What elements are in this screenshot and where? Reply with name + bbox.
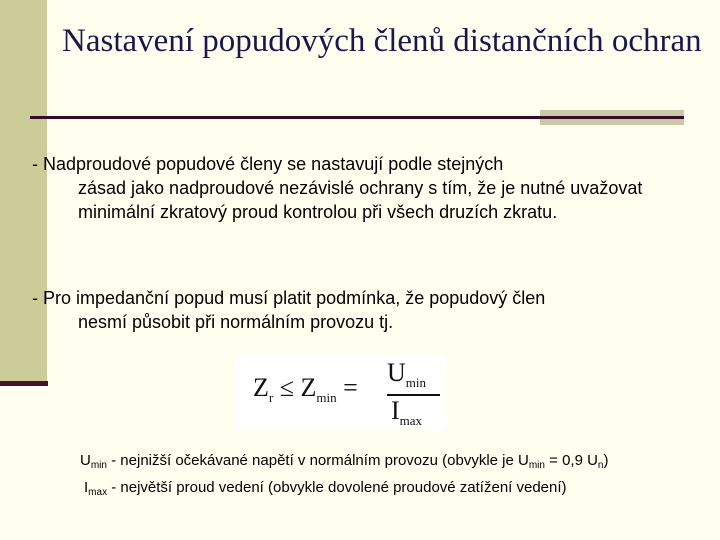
title-underline-accent [540,110,684,125]
paragraph-overcurrent-continuation: zásad jako nadproudové nezávislé ochrany s tím, že je nutné uvažovat minimální zkratový proud kontrolou při všech druzích zkratu. [78,178,643,222]
note-imax-text: - největší proud vedení (obvykle dovolené proudové zatížení vedení) [107,479,567,496]
note-umin-symbol-sub: min [90,460,107,471]
formula-zmin-symbol: Z [300,373,317,402]
paragraph-impedance [32,286,712,334]
formula-u-subscript: min [405,375,427,390]
formula-denominator [391,396,422,429]
paragraph-impedance-continuation: nesmí působit při normálním provozu tj. [78,312,394,332]
paragraph-impedance-first-line: - Pro impedanční popud musí platit podmínka, že popudový člen [32,288,546,308]
note-umin-symbol: U [80,452,91,469]
impedance-condition-formula [235,356,446,430]
note-umin-close: ) [603,452,609,469]
title-underline [30,116,540,119]
formula-z-symbol: Z [253,373,269,402]
side-bar-divider [0,381,48,386]
note-umin-tail-sub: n [597,460,604,471]
formula-equals: = [343,373,358,402]
note-imax-symbol: I [84,479,89,496]
note-umin-tail: = 0,9 U [544,452,598,469]
formula-relation: ≤ [279,373,295,402]
note-umin-text: - nejnižší očekávané napětí v normálním provozu (obvykle je U [106,452,529,469]
note-imax-symbol-sub: max [88,487,108,498]
formula-left-side [253,373,358,406]
formula-i-subscript: max [399,413,423,428]
note-imax [84,477,567,504]
paragraph-overcurrent-first-line: - Nadproudové popudové členy se nastavují podle stejných [32,154,504,174]
formula-zmin-subscript: min [316,390,337,405]
note-umin-text-sub: min [528,460,545,471]
formula-u-symbol: U [387,358,406,387]
note-umin [80,450,608,477]
formula-i-symbol: I [391,396,400,425]
formula-numerator [387,358,426,391]
paragraph-overcurrent [32,152,712,224]
slide-title: Nastavení popudových členů distančních ochran [62,23,702,59]
formula-z-subscript: r [268,390,274,405]
